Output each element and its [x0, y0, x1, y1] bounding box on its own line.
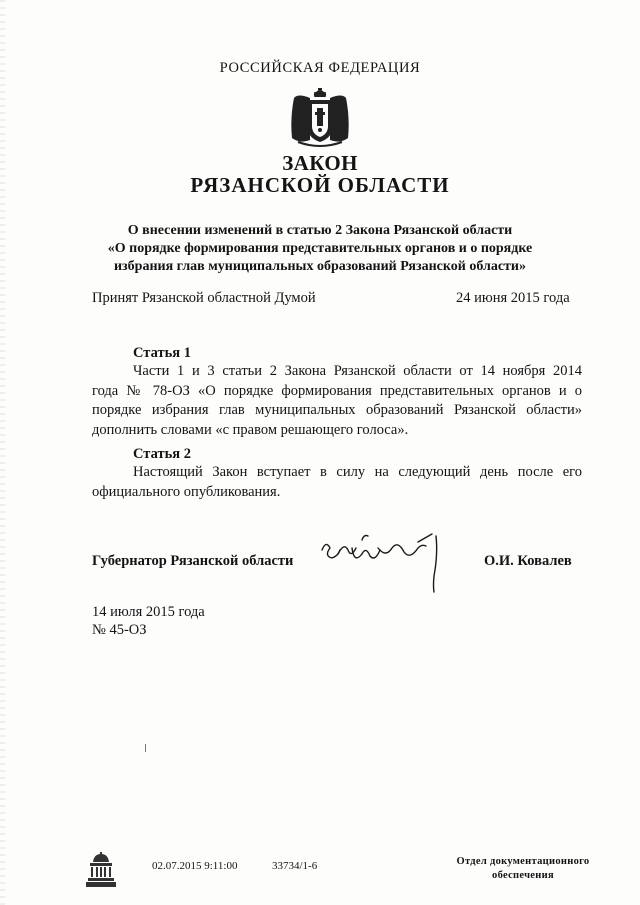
signing-date: 14 июля 2015 года — [92, 604, 205, 620]
country-heading: РОССИЙСКАЯ ФЕДЕРАЦИЯ — [219, 60, 421, 76]
article-1-line: года № 78-ОЗ «О порядке формирования представительных органов и о — [92, 382, 582, 399]
footer-registration-number: 33734/1-6 — [272, 860, 318, 872]
footer-department-line1: Отдел документационного — [456, 856, 590, 867]
law-title-line2: РЯЗАНСКОЙ ОБЛАСТИ — [190, 173, 450, 197]
law-subject-line1: О внесении изменений в статью 2 Закона Рязанской области — [127, 223, 513, 238]
article-1-heading: Статья 1 — [133, 345, 191, 361]
article-2-heading: Статья 2 — [133, 446, 191, 462]
article-2-text — [92, 463, 582, 502]
scan-artifact-mark — [145, 744, 146, 752]
law-number: № 45-ОЗ — [92, 622, 147, 638]
law-title-line1: ЗАКОН — [282, 151, 358, 175]
footer-department-line2: обеспечения — [492, 870, 554, 881]
article-2-line: официального опубликования. — [92, 483, 281, 500]
law-subject-line3: избрания глав муниципальных образований Рязанской области» — [113, 259, 526, 274]
article-1-line: Части 1 и 3 статьи 2 Закона Рязанской области от 14 ноября 2014 — [133, 363, 582, 379]
article-2-line: Настоящий Закон вступает в силу на следующий день после его — [133, 464, 582, 480]
footer-timestamp: 02.07.2015 9:11:00 — [152, 860, 238, 872]
article-1-line: дополнить словами «с правом решающего голоса». — [92, 421, 409, 438]
footer-department-stamp — [438, 855, 608, 883]
signatory-position: Губернатор Рязанской области — [92, 553, 294, 569]
signatory-name: О.И. Ковалев — [484, 553, 572, 569]
adoption-text: Принят Рязанской областной Думой — [92, 290, 316, 306]
adoption-date: 24 июня 2015 года — [456, 290, 570, 306]
coat-of-arms-icon — [288, 88, 352, 148]
duma-building-logo-icon — [84, 852, 118, 888]
article-1-text — [92, 362, 582, 440]
scan-edge-artifact — [0, 0, 5, 905]
article-1-line: порядке избрания глав муниципальных образований Рязанской области» — [92, 402, 582, 418]
handwritten-signature-icon — [318, 528, 448, 600]
law-subject-line2: «О порядке формирования представительных органов и о порядке — [107, 241, 533, 256]
